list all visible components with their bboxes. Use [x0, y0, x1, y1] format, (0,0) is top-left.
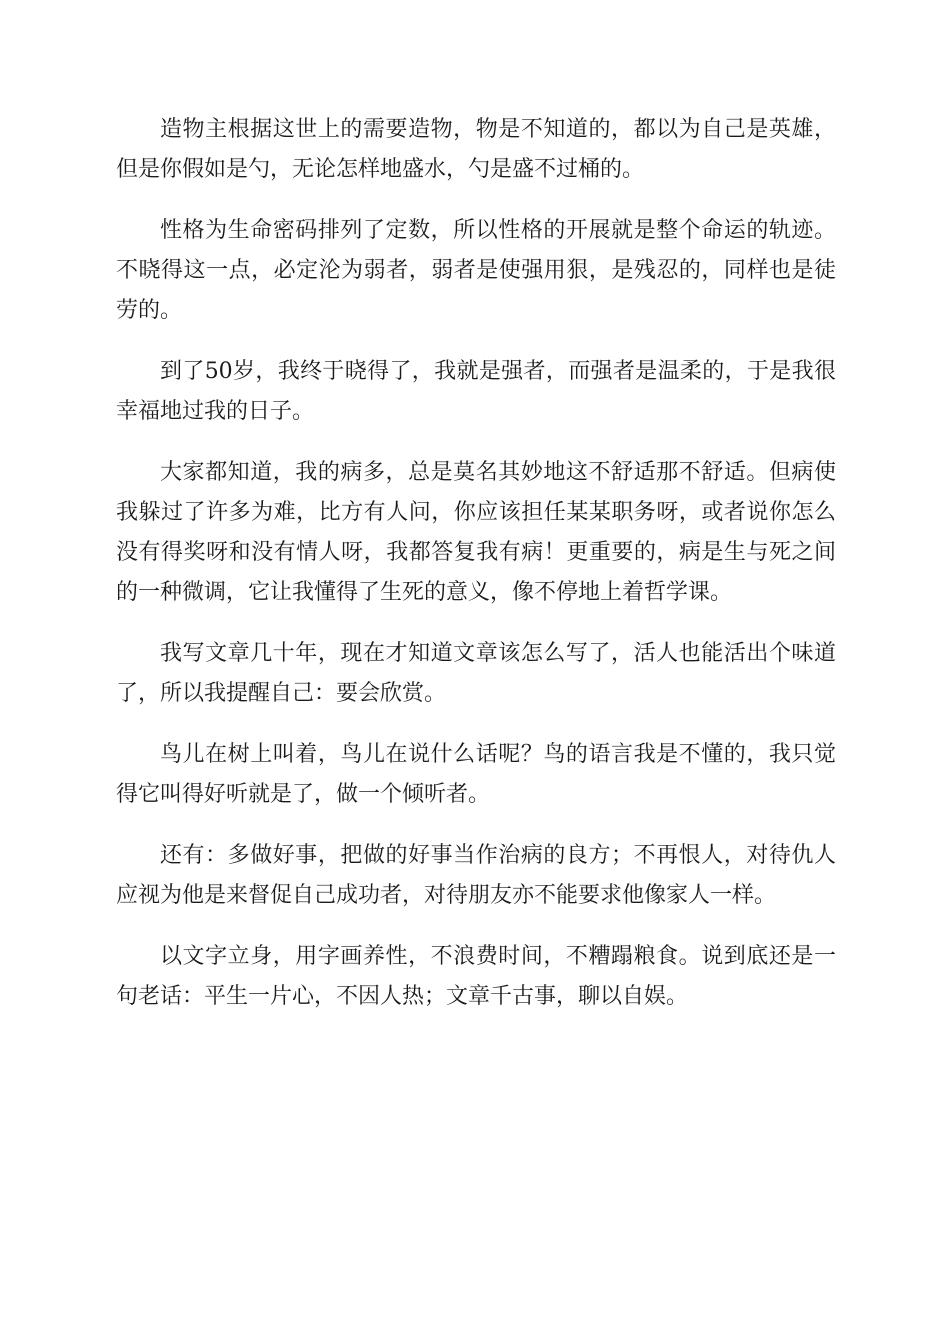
paragraph-5: 我写文章几十年，现在才知道文章该怎么写了，活人也能活出个味道了，所以我提醒自己：要会欣赏。	[116, 641, 836, 706]
paragraph-2: 性格为生命密码排列了定数，所以性格的开展就是整个命运的轨迹。不晓得这一点，必定沦为弱者，弱者是使强用狠，是残忍的，同样也是徒劳的。	[116, 218, 836, 323]
document-body	[116, 110, 836, 1038]
paragraph-3: 到了50岁，我终于晓得了，我就是强者，而强者是温柔的，于是我很幸福地过我的日子。	[116, 359, 836, 424]
paragraph-8: 以文字立身，用字画养性，不浪费时间，不糟蹋粮食。说到底还是一句老话：平生一片心，不因人热；文章千古事，聊以自娱。	[116, 944, 836, 1009]
paragraph-4: 大家都知道，我的病多，总是莫名其妙地这不舒适那不舒适。但病使我躲过了许多为难，比方有人问，你应该担任某某职务呀，或者说你怎么没有得奖呀和没有情人呀，我都答复我有病！更重要的，病是生与死之间的一种微调，它让我懂得了生死的意义，像不停地上着哲学课。	[116, 460, 836, 605]
paragraph-7: 还有：多做好事，把做的好事当作治病的良方；不再恨人，对待仇人应视为他是来督促自己成功者，对待朋友亦不能要求他像家人一样。	[116, 843, 836, 908]
paragraph-6: 鸟儿在树上叫着，鸟儿在说什么话呢？鸟的语言我是不懂的，我只觉得它叫得好听就是了，做一个倾听者。	[116, 742, 836, 807]
paragraph-1: 造物主根据这世上的需要造物，物是不知道的，都以为自己是英雄，但是你假如是勺，无论怎样地盛水，勺是盛不过桶的。	[116, 117, 836, 182]
